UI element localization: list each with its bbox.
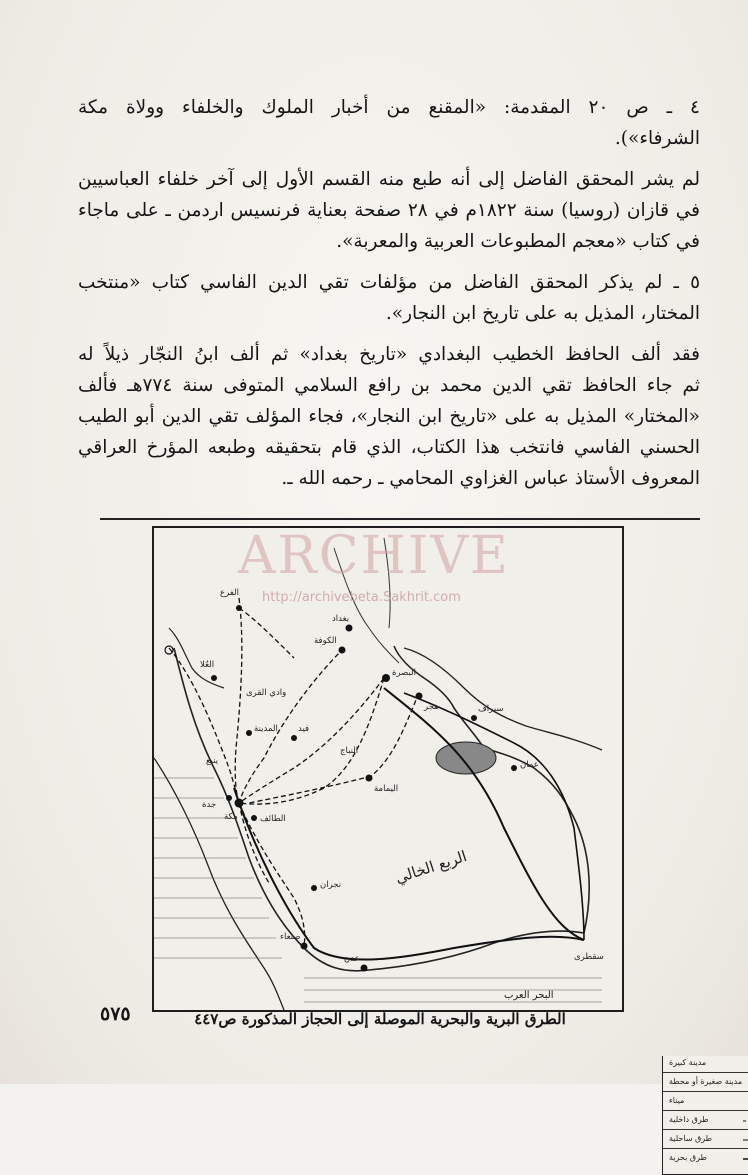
city-najran xyxy=(311,885,317,891)
legend-row-large-city xyxy=(663,1056,748,1073)
place-label: الطائف xyxy=(260,814,286,824)
legend-row-sea-route xyxy=(663,1151,748,1167)
place-label: فيد xyxy=(298,724,310,734)
place-label: وادي القرى xyxy=(246,688,287,698)
section-divider xyxy=(100,518,700,520)
sea-route xyxy=(404,693,584,940)
paragraph-history xyxy=(78,339,700,494)
paragraph-note-5 xyxy=(78,267,700,329)
city-tabuk xyxy=(236,605,242,611)
sea-route xyxy=(384,688,584,940)
city-siraf xyxy=(471,715,477,721)
city-basra xyxy=(382,674,390,682)
place-label: بغداد xyxy=(332,614,350,624)
place-label: العُلا xyxy=(200,660,215,670)
place-label: مكة xyxy=(224,812,238,822)
text-line: الشرفاء»). xyxy=(614,128,700,149)
city-jeddah xyxy=(226,795,232,801)
place-label: هجر xyxy=(424,702,439,712)
iran-coast xyxy=(404,648,602,750)
dashed-line-icon xyxy=(743,1116,748,1126)
city-oman xyxy=(511,765,517,771)
port-icon xyxy=(743,1097,748,1107)
paragraph-kazan-edition xyxy=(78,164,700,257)
port-ayla xyxy=(165,646,173,654)
text-line: في قازان (روسيا) سنة ١٨٢٢م في ٢٨ صفحة بعناية فرنسيس اردمن ـ على ماجاء xyxy=(78,200,700,221)
place-label: الكوفة xyxy=(314,636,337,646)
sea-label: البحر العرب xyxy=(504,990,554,1001)
watermark-url: http://archivebeta.Sakhrit.com xyxy=(262,590,461,605)
body-text xyxy=(78,92,700,494)
text-line: المختار، المذيل به على تاريخ ابن النجار». xyxy=(385,303,700,324)
large-city-icon xyxy=(743,1059,748,1069)
land-route xyxy=(239,608,294,658)
legend-row-coastal-route xyxy=(663,1132,748,1149)
small-city-icon xyxy=(743,1078,748,1088)
land-routes xyxy=(169,598,419,946)
legend-label: مدينة صغيرة أو محطة xyxy=(669,1077,743,1086)
legend-label: طرق بحرية xyxy=(669,1153,707,1162)
place-label: الفرع xyxy=(220,588,240,598)
city-sanaa xyxy=(301,943,308,950)
island xyxy=(436,742,496,774)
text-line: فقد ألف الحافظ الخطيب البغدادي «تاريخ بغداد» ثم ألف ابنُ النجّار ذيلاً له xyxy=(78,344,700,365)
city-medina xyxy=(246,730,252,736)
place-label: عمان xyxy=(520,760,539,770)
long-dashed-line-icon xyxy=(743,1135,748,1145)
gulf-coast xyxy=(394,646,484,748)
paragraph-note-4 xyxy=(78,92,700,154)
coastline-oman xyxy=(484,748,589,933)
place-label: سقطرى xyxy=(574,952,604,962)
map-caption: الطرق البرية والبحرية الموصلة إلى الحجاز المذكورة ص٤٤٧ xyxy=(194,1010,566,1028)
city-kufa xyxy=(339,647,346,654)
legend-label: ميناء xyxy=(669,1096,685,1105)
text-line: في كتاب «معجم المطبوعات العربية والمعربة». xyxy=(336,231,700,252)
cities xyxy=(165,605,517,972)
land-route xyxy=(235,598,242,803)
legend-row-port xyxy=(663,1094,748,1111)
place-label: صنعاء xyxy=(280,932,301,942)
watermark-logo: ARCHIVE xyxy=(238,526,510,586)
land-route xyxy=(249,778,364,803)
legend-label: مدينة كبيرة xyxy=(669,1058,707,1067)
place-label: نجران xyxy=(320,880,342,890)
city-baghdad xyxy=(346,625,353,632)
city-mecca xyxy=(235,799,244,808)
city-aden xyxy=(361,965,368,972)
place-label: جدة xyxy=(202,800,217,810)
text-line: ٤ ـ ص ٢٠ المقدمة: «المقنع من أخبار الملوك والخلفاء وولاة مكة xyxy=(78,97,700,118)
land-route xyxy=(369,693,419,778)
place-label: ينبع xyxy=(206,756,219,766)
text-line: «المختار» المذيل به على «تاريخ ابن النجار»، فجاء المؤلف تقي الدين أبو الطيب xyxy=(78,406,700,427)
map-legend xyxy=(662,1056,748,1175)
place-label: المدينة xyxy=(254,724,278,734)
text-line: لم يشر المحقق الفاضل إلى أنه طبع منه القسم الأول إلى آخر خلفاء العباسيين xyxy=(78,169,700,190)
region-label: الربع الخالي xyxy=(393,847,469,887)
land-route xyxy=(239,803,305,946)
city-hajar xyxy=(416,693,423,700)
legend-label: طرق داخلية xyxy=(669,1115,709,1124)
solid-line-icon xyxy=(743,1154,748,1164)
city-ula xyxy=(211,675,217,681)
city-fayd xyxy=(291,735,297,741)
text-line: الحسني الفاسي فانتخب هذا الكتاب، الذي قام بتحقيقه وطبعه المؤرخ العراقي xyxy=(78,437,700,458)
text-line: المعروف الأستاذ عباس الغزاوي المحامي ـ رحمه الله ـ. xyxy=(281,468,700,489)
coastline-africa xyxy=(154,758,284,1010)
page-number: ٥٧٥ xyxy=(100,1003,131,1025)
place-label: النباج xyxy=(340,746,359,756)
place-label: البصرة xyxy=(392,668,417,678)
legend-row-inland-route xyxy=(663,1113,748,1130)
city-yamama xyxy=(366,775,373,782)
text-line: ٥ ـ لم يذكر المحقق الفاضل من مؤلفات تقي الدين الفاسي كتاب «منتخب xyxy=(78,272,700,293)
place-label: عدن xyxy=(344,954,360,964)
legend-label: طرق ساحلية xyxy=(669,1134,712,1143)
place-label: سيراف xyxy=(478,704,504,714)
place-label: اليمامة xyxy=(374,784,399,794)
text-line: ثم جاء الحافظ تقي الدين محمد بن رافع السلامي المتوفى سنة ٧٧٤هـ فألف xyxy=(78,375,700,396)
city-taif xyxy=(251,815,257,821)
